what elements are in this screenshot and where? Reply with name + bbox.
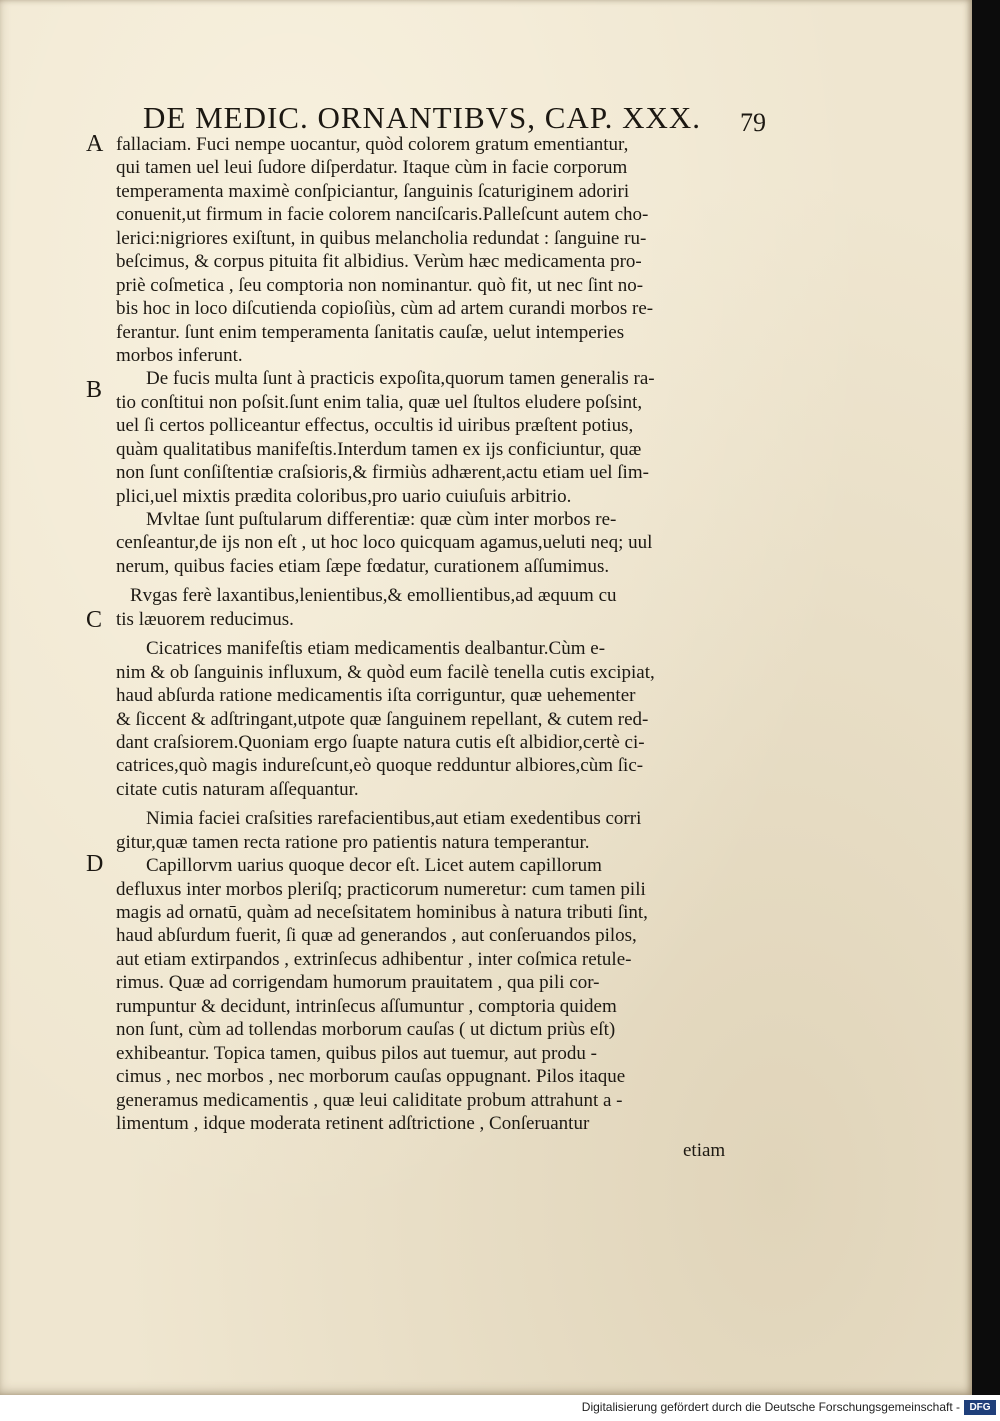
paragraph-multae: [116, 508, 761, 578]
text-line: ferantur. ſunt enim temperamenta ſanitatis cauſæ, uelut intemperies: [116, 321, 625, 343]
text-line: exhibeantur. Topica tamen, quibus pilos aut tuemur, aut produ -: [116, 1042, 597, 1064]
text-line: tio conſtitui non poſsit.ſunt enim talia, quæ uel ſtultos eludere poſsint,: [116, 391, 643, 413]
text-line: rumpuntur & decidunt, intrinſecus aſſumuntur , comptoria quidem: [116, 995, 617, 1017]
text-line: citate cutis naturam aſſequantur.: [116, 778, 359, 800]
text-line: conuenit,ut firmum in facie colorem nanciſcaris.Palleſcunt autem cho-: [116, 204, 649, 226]
text-line: uel ſi certos polliceantur effectus, occultis id uiribus præſtent potius,: [116, 415, 634, 437]
text-line: aut etiam extirpandos , extrinſecus adhibentur , inter coſmica retule-: [116, 948, 632, 970]
paragraph-nimia: [116, 807, 761, 854]
text-line: cimus , nec morbos , nec morborum cauſas oppugnant. Pilos itaque: [116, 1066, 626, 1088]
text-line: Rvgas ferè laxantibus,lenientibus,& emollientibus,ad æquum cu: [130, 585, 617, 607]
text-line: bis hoc in loco diſcutienda copioſiùs, cùm ad artem curandi morbos re-: [116, 298, 654, 320]
text-line: qui tamen uel leui ſudore diſperdatur. Itaque cùm in facie corporum: [116, 157, 628, 179]
text-line: haud abſurda ratione medicamentis iſta corriguntur, quæ uehementer: [116, 685, 636, 707]
text-line: & ſiccent & adſtringant,utpote quæ ſanguinem repellant, & cutem red-: [116, 708, 649, 730]
body-text: [116, 133, 761, 1135]
paragraph-cicatrices: [116, 637, 761, 801]
paragraph-b: [116, 367, 761, 508]
paragraph-rugas: [116, 584, 761, 631]
text-line: nim & ob ſanguinis influxum, & quòd eum facilè tenella cutis excipiat,: [116, 661, 655, 683]
funding-note: Digitalisierung gefördert durch die Deutsche Forschungsgemeinschaft -: [581, 1400, 960, 1414]
text-line: beſcimus, & corpus pituita fit albidius. Verùm hæc medicamenta pro-: [116, 251, 642, 273]
text-line: De fucis multa ſunt à practicis expoſita,quorum tamen generalis ra-: [146, 368, 655, 390]
text-line: catrices,quò magis indureſcunt,eò quoque redduntur albiores,cùm ſic-: [116, 755, 644, 777]
running-title: DE MEDIC. ORNANTIBVS, CAP. XXX.: [143, 100, 702, 135]
margin-marker-a: A: [86, 131, 104, 157]
text-line: non ſunt, cùm ad tollendas morborum cauſas ( ut dictum priùs eſt): [116, 1019, 616, 1041]
text-line: Mvltae ſunt puſtularum differentiæ: quæ cùm inter morbos re-: [146, 509, 617, 530]
dfg-logo: DFG: [964, 1400, 996, 1415]
text-line: Capillorvm uarius quoque decor eſt. Licet autem capillorum: [146, 855, 602, 877]
text-line: morbos inferunt.: [116, 344, 243, 366]
margin-marker-c: C: [86, 607, 103, 633]
text-line: cenſeantur,de ijs non eſt , ut hoc loco quicquam agamus,ueluti neq; uul: [116, 532, 653, 554]
paragraph-a: [116, 133, 761, 367]
text-line: haud abſurdum fuerit, ſi quæ ad generandos , aut conſeruandos pilos,: [116, 925, 637, 947]
text-line: quàm qualitatibus manifeſtis.Interdum tamen ex ijs conficiuntur, quæ: [116, 438, 642, 460]
page-number: 79: [740, 108, 766, 137]
text-line: priè coſmetica , ſeu comptoria non nominantur. quò fit, ut nec ſint no-: [116, 274, 644, 296]
paragraph-d: [116, 854, 761, 1135]
margin-marker-d: D: [86, 851, 104, 877]
text-line: nerum, quibus facies etiam ſæpe fœdatur, curationem aſſumimus.: [116, 555, 610, 577]
text-line: temperamenta maximè conſpiciantur, ſanguinis ſcaturiginem adoriri: [116, 180, 630, 202]
text-line: Cicatrices manifeſtis etiam medicamentis dealbantur.Cùm e-: [146, 638, 606, 660]
text-line: dant craſsiorem.Quoniam ergo ſuapte natura cutis eſt albidior,certè ci-: [116, 731, 645, 753]
catchword: etiam: [683, 1140, 726, 1161]
text-line: gitur,quæ tamen recta ratione pro patientis natura temperantur.: [116, 831, 590, 853]
text-line: tis læuorem reducimus.: [116, 608, 294, 630]
text-line: lerici:nigriores exiſtunt, in quibus melancholia redundat : ſanguine ru-: [116, 227, 647, 249]
text-line: rimus. Quæ ad corrigendam humorum prauitatem , qua pili cor-: [116, 972, 600, 994]
text-line: generamus medicamentis , quæ leui caliditate probum attrahunt a -: [116, 1089, 623, 1111]
text-line: magis ad ornatū, quàm ad neceſsitatem hominibus à natura tributi ſint,: [116, 902, 648, 923]
digitization-footer: [0, 1395, 1000, 1421]
text-line: defluxus inter morbos pleriſq; practicorum numeretur: cum tamen pili: [116, 878, 646, 900]
margin-marker-b: B: [86, 377, 103, 403]
scan-border: [972, 0, 1000, 1395]
text-line: non ſunt conſiſtentiæ craſsioris,& firmiùs adhærent,actu etiam uel ſim-: [116, 462, 649, 484]
text-line: Nimia faciei craſsities rarefacientibus,aut etiam exedentibus corri: [146, 808, 642, 830]
text-line: fallaciam. Fuci nempe uocantur, quòd colorem gratum ementiantur,: [116, 134, 629, 155]
text-line: limentum , idque moderata retinent adſtrictione , Conſeruantur: [116, 1112, 590, 1134]
text-line: plici,uel mixtis prædita coloribus,pro uario cuiuſuis arbitrio.: [116, 485, 572, 507]
